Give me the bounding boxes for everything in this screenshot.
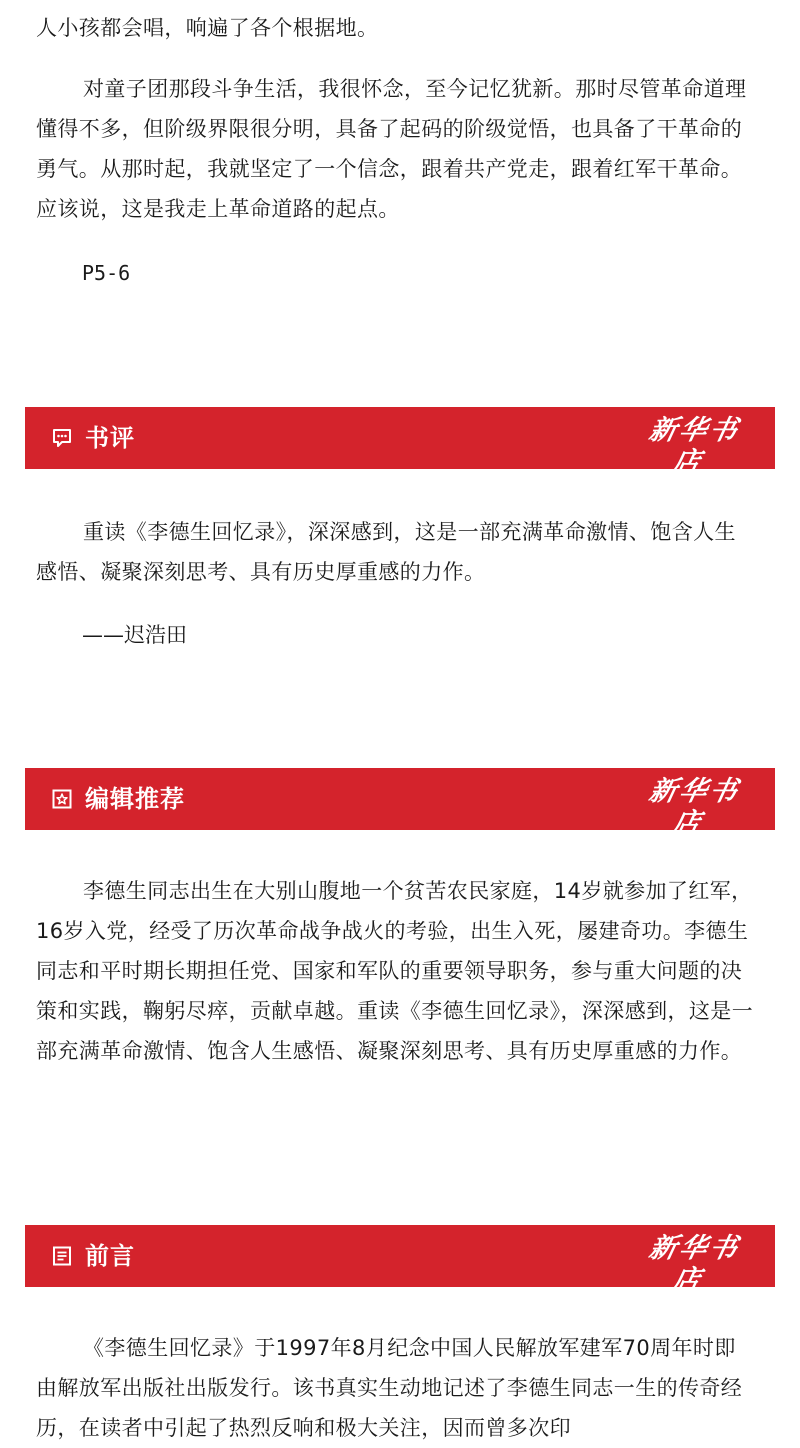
star-frame-icon (51, 788, 73, 810)
section-title: 编辑推荐 (85, 785, 185, 813)
excerpt-tail-line: 人小孩都会唱，响遍了各个根据地。 (36, 16, 379, 40)
section-title: 书评 (85, 424, 135, 452)
excerpt-paragraph: 对童子团那段斗争生活，我很怀念，至今记忆犹新。那时尽管革命道理懂得不多，但阶级界限很分明，具备了起码的阶级觉悟，也具备了干革命的勇气。从那时起，我就坚定了一个信念，跟着共产党走，跟着红军干革命。应该说，这是我走上革命道路的起点。 (36, 77, 747, 221)
editor-pick-text: 李德生同志出生在大别山腹地一个贫苦农民家庭，14岁就参加了红军，16岁入党，经受了历次革命战争战火的考验，出生入死，屡建奇功。李德生同志和平时期长期担任党、国家和军队的重要领导职务，参与重大问题的决策和实践，鞠躬尽瘁，贡献卓越。重读《李德生回忆录》，深深感到，这是一部充满革命激情、饱含人生感悟、凝聚深刻思考、具有历史厚重感的力作。 (36, 879, 754, 1063)
xinhua-bookstore-logo: 新华书店 XINHUA BOOKSTORE (642, 415, 743, 487)
review-text: 重读《李德生回忆录》，深深感到，这是一部充满革命激情、饱含人生感悟、凝聚深刻思考、具有历史厚重感的力作。 (36, 520, 736, 584)
section-title: 前言 (85, 1242, 135, 1270)
review-section-header (25, 407, 775, 487)
preface-section-header (25, 1225, 775, 1305)
page-reference: P5-6 (82, 261, 131, 285)
speech-bubble-icon (51, 427, 73, 449)
editor-pick-section-header (25, 768, 775, 848)
preface-text: 《李德生回忆录》于1997年8月纪念中国人民解放军建军70周年时即由解放军出版社出版发行。该书真实生动地记述了李德生同志一生的传奇经历，在读者中引起了热烈反响和极大关注，因而曾多次印 (36, 1336, 743, 1440)
xinhua-bookstore-logo: 新华书店 XINHUA BOOKSTORE (642, 776, 743, 848)
review-signature: ——迟浩田 (82, 623, 187, 647)
document-icon (51, 1245, 73, 1267)
xinhua-bookstore-logo: 新华书店 XINHUA BOOKSTORE (642, 1233, 743, 1305)
